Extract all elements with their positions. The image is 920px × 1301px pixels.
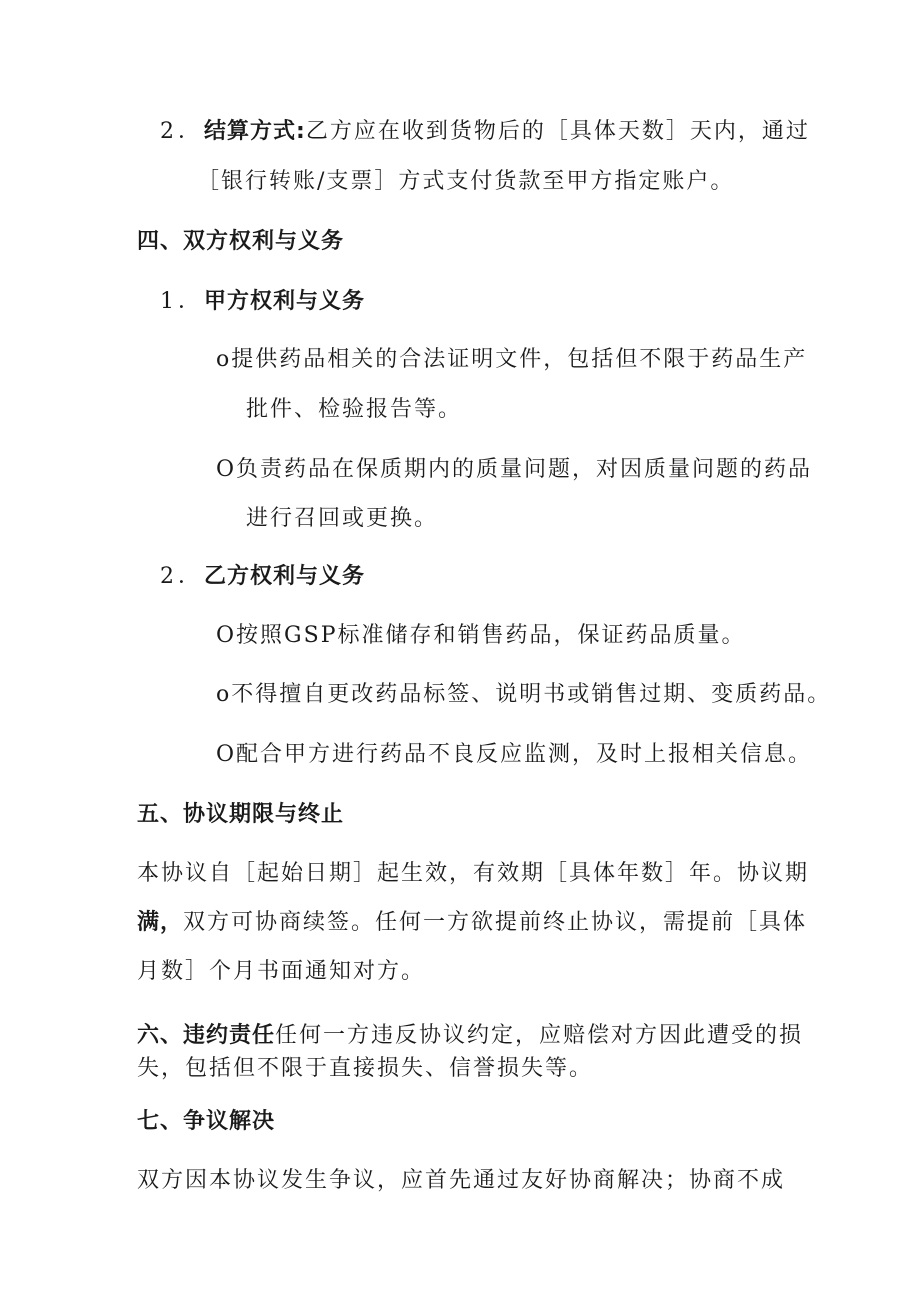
list-item-text: 不得擅自更改药品标签、说明书或销售过期、变质药品。 (231, 682, 832, 707)
item-number: 2． (160, 119, 204, 144)
party-a-item-1-cont: 批件、检验报告等。 (246, 397, 463, 422)
section-5-heading: 五、协议期限与终止 (137, 802, 345, 827)
party-a-subheading (160, 288, 365, 316)
dispute-paragraph-line-1: 双方因本协议发生争议，应首先通过友好协商解决；协商不成 (137, 1168, 786, 1193)
settlement-text: 乙方应在收到货物后的［具体天数］天内，通过 (305, 119, 810, 144)
item-number: 2． (160, 564, 204, 589)
list-item-text: 负责药品在保质期内的质量问题，对因质量问题的药品 (236, 457, 813, 482)
party-a-item-2 (216, 456, 812, 484)
list-item-text: 按照GSP标准储存和销售药品，保证药品质量。 (236, 623, 746, 648)
section-6-heading: 六、违约责任 (137, 1023, 276, 1048)
settlement-line-2: ［银行转账/支票］方式支付货款至甲方指定账户。 (197, 169, 735, 194)
party-b-item-3 (216, 741, 812, 769)
section-7-heading: 七、争议解决 (137, 1109, 276, 1134)
bullet-marker: o (216, 682, 232, 707)
settlement-label: 结算方式: (204, 119, 306, 144)
party-a-item-2-cont: 进行召回或更换。 (246, 506, 439, 531)
bullet-marker: O (216, 457, 237, 482)
list-item-text: 配合甲方进行药品不良反应监测，及时上报相关信息。 (236, 742, 813, 767)
party-b-item-2 (216, 681, 831, 709)
bullet-marker: O (216, 742, 237, 767)
breach-paragraph-line-1 (137, 1022, 803, 1050)
section-4-heading: 四、双方权利与义务 (137, 229, 345, 254)
breach-paragraph-line-2: 失，包括但不限于直接损失、信誉损失等。 (137, 1056, 594, 1081)
term-paragraph-line-3: 月数］个月书面通知对方。 (137, 959, 426, 984)
term-paragraph-line-2 (137, 909, 807, 937)
party-b-subheading (160, 563, 365, 591)
settlement-line-1 (160, 118, 810, 146)
item-number: 1． (160, 289, 204, 314)
breach-text: 任何一方违反协议约定，应赔偿对方因此遭受的损 (275, 1023, 804, 1048)
term-paragraph-line-1: 本协议自［起始日期］起生效，有效期［具体年数］年。协议期 (137, 861, 810, 886)
list-item-text: 提供药品相关的合法证明文件，包括但不限于药品生产 (231, 347, 808, 372)
bullet-marker: O (216, 623, 237, 648)
bullet-marker: o (216, 347, 232, 372)
party-a-item-1 (216, 346, 807, 374)
party-a-title: 甲方权利与义务 (204, 289, 366, 314)
party-b-title: 乙方权利与义务 (204, 564, 366, 589)
term-text: 双方可协商续签。任何一方欲提前终止协议，需提前［具体 (183, 910, 808, 935)
party-b-item-1 (216, 622, 746, 650)
term-bold-word: 满， (137, 910, 184, 935)
